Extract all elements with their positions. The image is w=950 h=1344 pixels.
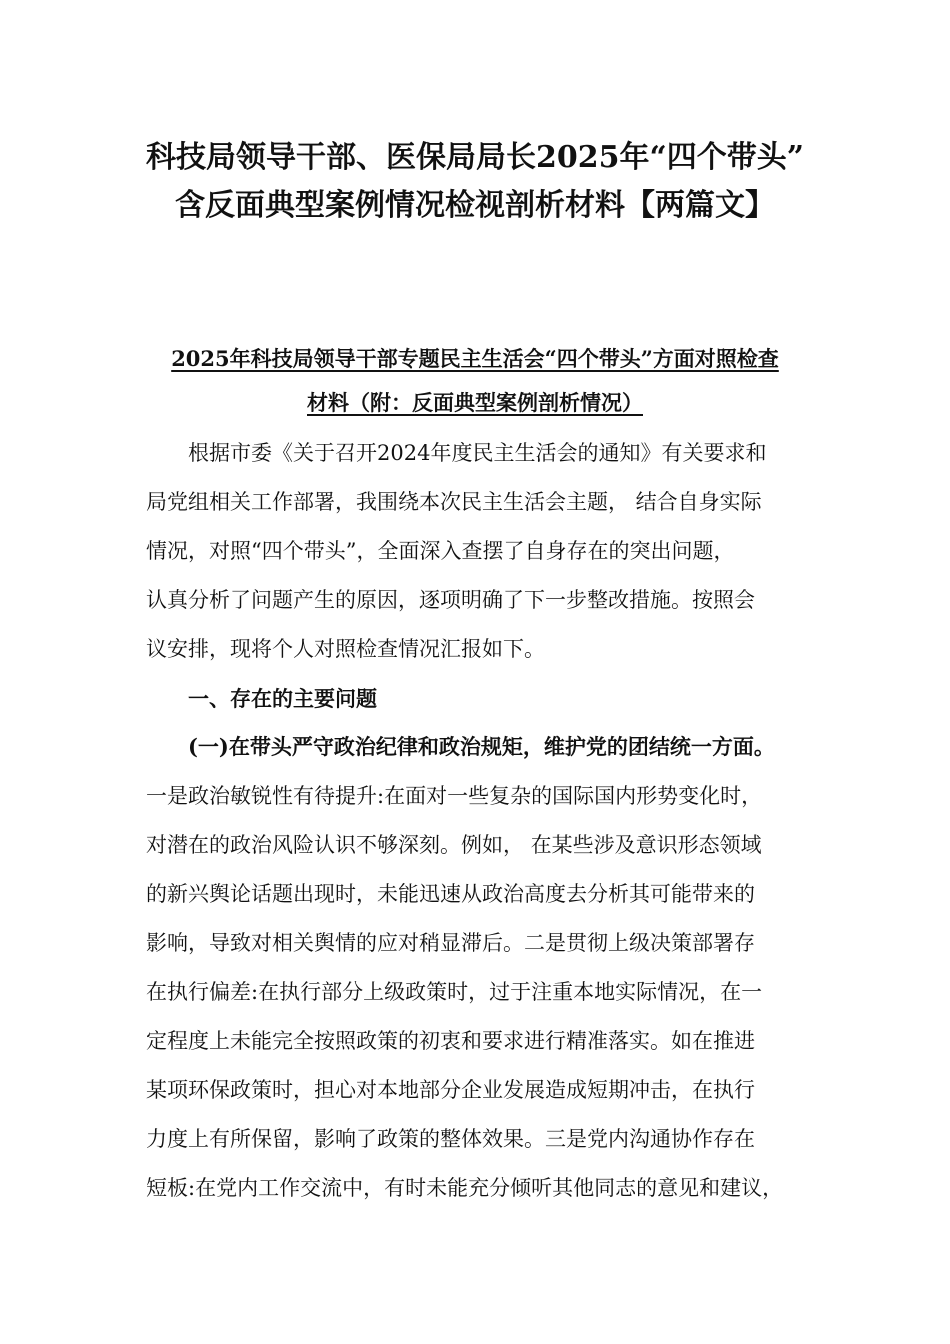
- paragraph-line: 在执行偏差:在执行部分上级政策时，过于注重本地实际情况，在一: [146, 980, 763, 1004]
- paragraph-line: 对潜在的政治风险认识不够深刻。例如， 在某些涉及意识形态领域: [146, 833, 762, 857]
- section-title-line-2: [0, 387, 950, 417]
- document-title-line-2: 含反面典型案例情况检视剖析材料【两篇文】: [175, 188, 775, 223]
- paragraph-line: 根据市委《关于召开2024年度民主生活会的通知》有关要求和: [188, 441, 767, 465]
- section-title-text-2: 材料（附：反面典型案例剖析情况）: [307, 390, 643, 415]
- paragraph-line: 某项环保政策时，担心对本地部分企业发展造成短期冲击，在执行: [146, 1078, 755, 1102]
- paragraph-line: 影响，导致对相关舆情的应对稍显滞后。二是贯彻上级决策部署存: [146, 931, 755, 955]
- paragraph-line: 力度上有所保留，影响了政策的整体效果。三是党内沟通协作存在: [146, 1127, 755, 1151]
- paragraph-line: 短板:在党内工作交流中，有时未能充分倾听其他同志的意见和建议，: [146, 1176, 784, 1200]
- paragraph-line: 议安排，现将个人对照检查情况汇报如下。: [146, 637, 545, 661]
- paragraph-line: 情况，对照“四个带头”，全面深入查摆了自身存在的突出问题，: [146, 539, 735, 563]
- section-title-line-1: [0, 343, 950, 373]
- paragraph-line: 定程度上未能完全按照政策的初衷和要求进行精准落实。如在推进: [146, 1029, 755, 1053]
- paragraph-line: 局党组相关工作部署，我围绕本次民主生活会主题， 结合自身实际: [146, 490, 762, 514]
- subheading-political-discipline: (一)在带头严守政治纪律和政治规矩，维护党的团结统一方面。: [188, 734, 775, 759]
- document-title-line-1: 科技局领导干部、医保局局长2025年“四个带头”: [145, 140, 804, 175]
- paragraph-line: 的新兴舆论话题出现时，未能迅速从政治高度去分析其可能带来的: [146, 882, 755, 906]
- section-title-text-1: 2025年科技局领导干部专题民主生活会“四个带头”方面对照检查: [171, 346, 779, 371]
- paragraph-line: 一是政治敏锐性有待提升:在面对一些复杂的国际国内形势变化时，: [146, 784, 763, 808]
- paragraph-line: 认真分析了问题产生的原因，逐项明确了下一步整改措施。按照会: [146, 588, 755, 612]
- heading-main-problems: 一、存在的主要问题: [188, 686, 377, 711]
